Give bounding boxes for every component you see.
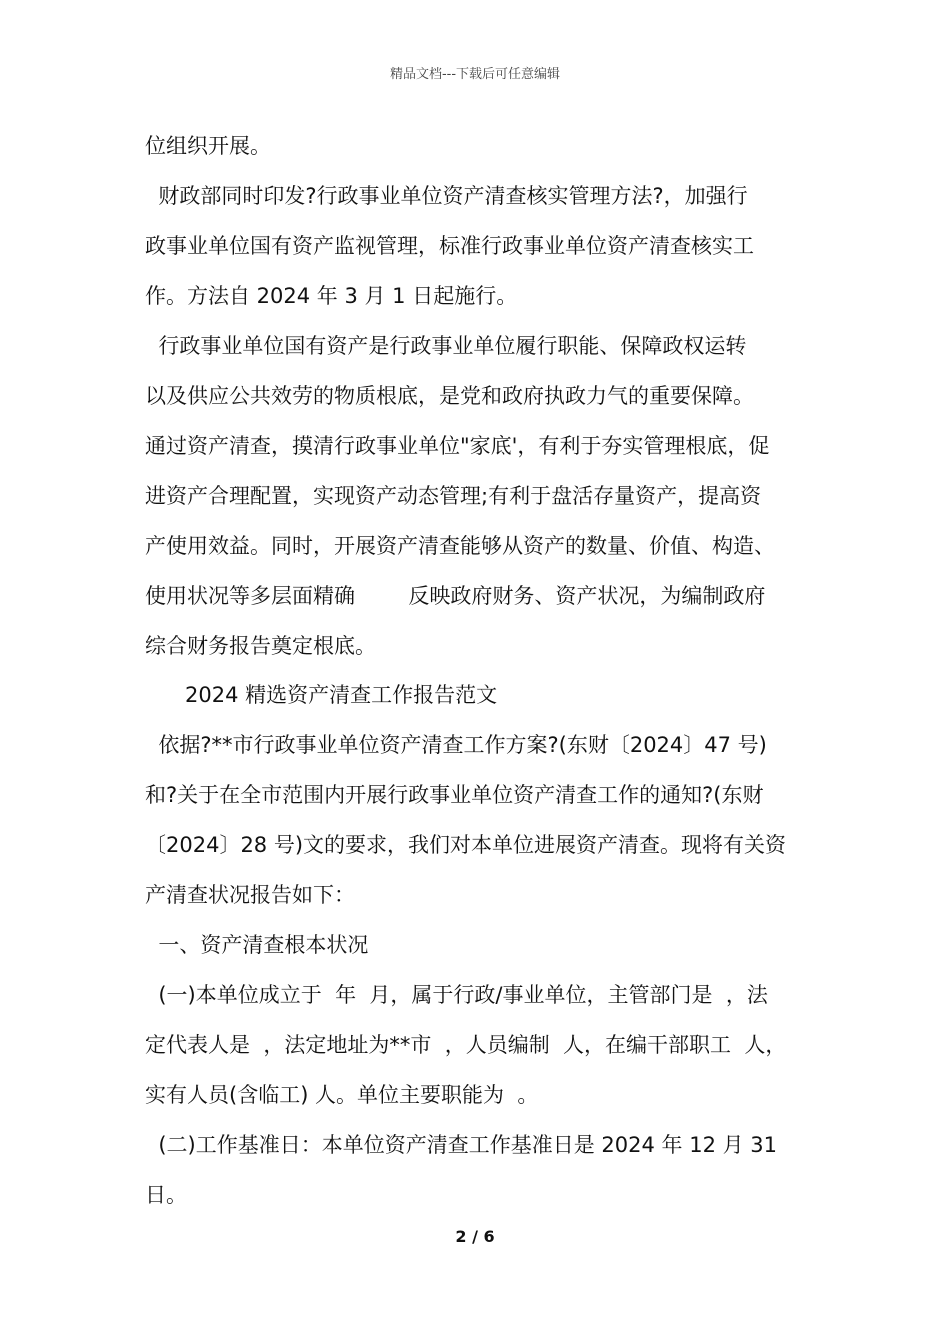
text-line: 实有人员(含临工) 人。单位主要职能为 。	[145, 1083, 539, 1107]
text-line: 通过资产清查，摸清行政事业单位"家底'，有利于夯实管理根底，促	[145, 434, 770, 458]
text-line: 以及供应公共效劳的物质根底，是党和政府执政力气的重要保障。	[145, 384, 754, 408]
text-line: 财政部同时印发?行政事业单位资产清查核实管理方法?，加强行	[145, 184, 748, 208]
text-line: 使用状况等多层面精确 反映政府财务、资产状况，为编制政府	[145, 584, 766, 608]
text-line: 综合财务报告奠定根底。	[145, 634, 376, 658]
text-line: 产使用效益。同时，开展资产清查能够从资产的数量、价值、构造、	[145, 534, 775, 558]
text-line: 进资产合理配置，实现资产动态管理;有利于盘活存量资产，提高资	[145, 484, 762, 508]
text-line: 行政事业单位国有资产是行政事业单位履行职能、保障政权运转	[145, 334, 747, 358]
text-line: 政事业单位国有资产监视管理，标准行政事业单位资产清查核实工	[145, 234, 754, 258]
page-header: 精品文档---下载后可任意编辑	[389, 67, 561, 82]
text-line: 产清查状况报告如下：	[145, 883, 355, 907]
text-line: 〔2024〕28 号)文的要求，我们对本单位进展资产清查。现将有关资	[145, 833, 787, 857]
section-heading: 一、资产清查根本状况	[145, 933, 369, 957]
text-line: 和?关于在全市范围内开展行政事业单位资产清查工作的通知?(东财	[145, 783, 764, 807]
text-line: 定代表人是 ，法定地址为**市 ，人员编制 人，在编干部职工 人，	[145, 1033, 787, 1057]
text-line: 日。	[145, 1183, 187, 1207]
text-line: (一)本单位成立于 年 月，属于行政/事业单位，主管部门是 ，法	[145, 983, 768, 1007]
text-line: 依据?**市行政事业单位资产清查工作方案?(东财〔2024〕47 号)	[145, 733, 767, 757]
text-line: 位组织开展。	[145, 134, 271, 158]
text-line: 作。方法自 2024 年 3 月 1 日起施行。	[145, 284, 518, 308]
page-number: 2 / 6	[455, 1227, 495, 1246]
section-title: 2024 精选资产清查工作报告范文	[145, 683, 498, 707]
text-line: (二)工作基准日：本单位资产清查工作基准日是 2024 年 12 月 31	[145, 1133, 777, 1157]
